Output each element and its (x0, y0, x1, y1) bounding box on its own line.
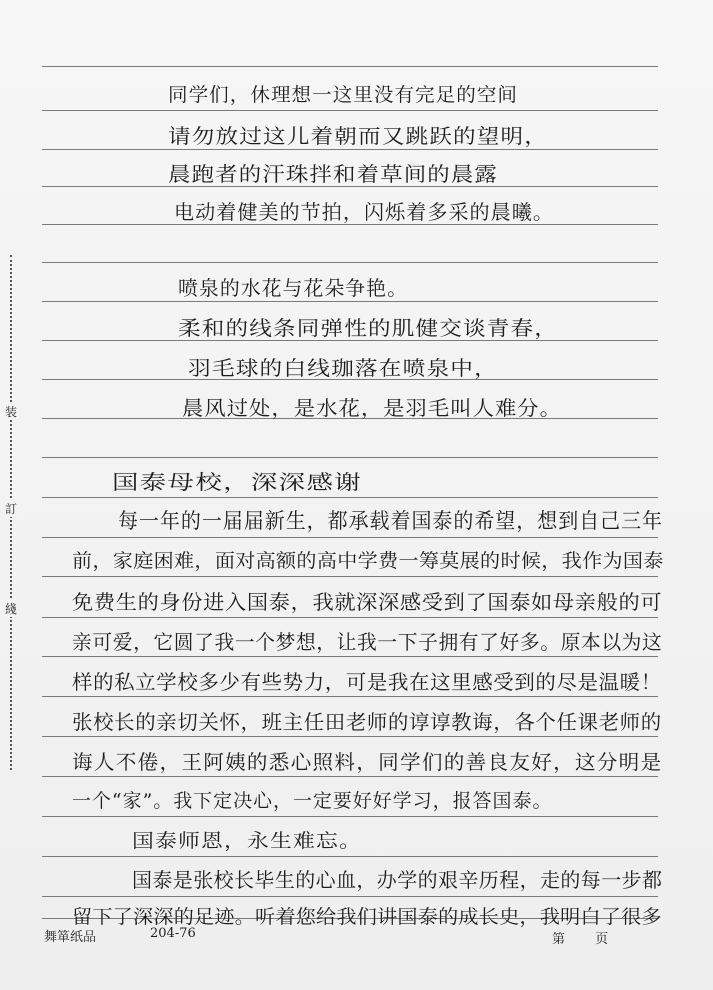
ruled-line (42, 576, 658, 577)
paper-brand: 舞箪纸品 (44, 930, 97, 945)
handwritten-line: 请勿放过这儿着朝而又跳跃的望明， (168, 124, 548, 148)
ruled-line (42, 696, 658, 697)
ruled-line (42, 149, 658, 150)
handwritten-line: 晨风过处，是水花，是羽毛叫人难分。 (182, 396, 562, 420)
handwritten-line: 羽毛球的白线珈落在喷泉中， (188, 356, 498, 380)
ruled-line (42, 110, 658, 111)
binding-label-xian: 綫 (4, 602, 17, 616)
handwritten-line: 电动着健美的节拍，闪烁着多采的晨曦。 (174, 200, 554, 224)
handwritten-line: 样的私立学校多少有些势力，可是我在这里感受到的尽是温暖！ (72, 670, 662, 694)
ruled-line (42, 856, 658, 857)
binding-label-ding: 訂 (4, 502, 17, 516)
ruled-line (42, 776, 658, 777)
handwritten-line: 柔和的线条同弹性的肌健交谈青春， (178, 316, 558, 340)
page-number-label: 第 页 (552, 932, 609, 947)
binding-label-zhuang: 装 (4, 405, 17, 419)
section-heading: 国泰母校，深深感谢 (112, 470, 362, 494)
ruled-line (42, 537, 658, 538)
paper-code: 204-76 (150, 926, 196, 941)
ruled-line (42, 816, 658, 817)
handwritten-line: 同学们，休理想一这里没有完足的空间 (168, 84, 519, 106)
handwritten-line: 一个“家”。我下定决心，一定要好好学习，报答国泰。 (72, 790, 553, 812)
ruled-line (42, 896, 658, 897)
ruled-line (42, 262, 658, 263)
ruled-line (42, 656, 658, 657)
handwritten-line: 国泰是张校长毕生的心血，办学的艰辛历程，走的每一步都 (132, 868, 663, 892)
ruled-line (42, 617, 658, 618)
handwritten-line: 喷泉的水花与花朵争艳。 (178, 276, 408, 300)
handwritten-line: 留下了深深的足迹。听着您给我们讲国泰的成长史，我明白了很多 (72, 906, 662, 928)
ruled-line (42, 66, 658, 67)
handwritten-line: 亲可爱，它圆了我一个梦想，让我一下子拥有了好多。原本以为这 (72, 630, 663, 654)
handwritten-line: 诲人不倦，王阿姨的悉心照料，同学们的善良友好，这分明是 (72, 750, 663, 774)
ruled-line (42, 736, 658, 737)
section-heading: 国泰师恩，永生难忘。 (132, 830, 363, 852)
handwritten-line: 张校长的亲切关怀，班主任田老师的谆谆教诲，各个任课老师的 (72, 710, 662, 734)
handwritten-line: 每一年的一届届新生，都承载着国泰的希望，想到自己三年 (118, 509, 663, 533)
handwritten-line: 前，家庭困难，面对高额的高中学费一筹莫展的时候，我作为国泰 (72, 550, 664, 572)
ruled-line (42, 301, 658, 302)
handwritten-line: 晨跑者的汗珠拌和着草间的晨露 (168, 162, 498, 186)
handwritten-line: 免费生的身份进入国泰，我就深深感受到了国泰如母亲般的可 (72, 590, 663, 614)
ruled-line (42, 497, 658, 498)
ruled-line (42, 457, 658, 458)
